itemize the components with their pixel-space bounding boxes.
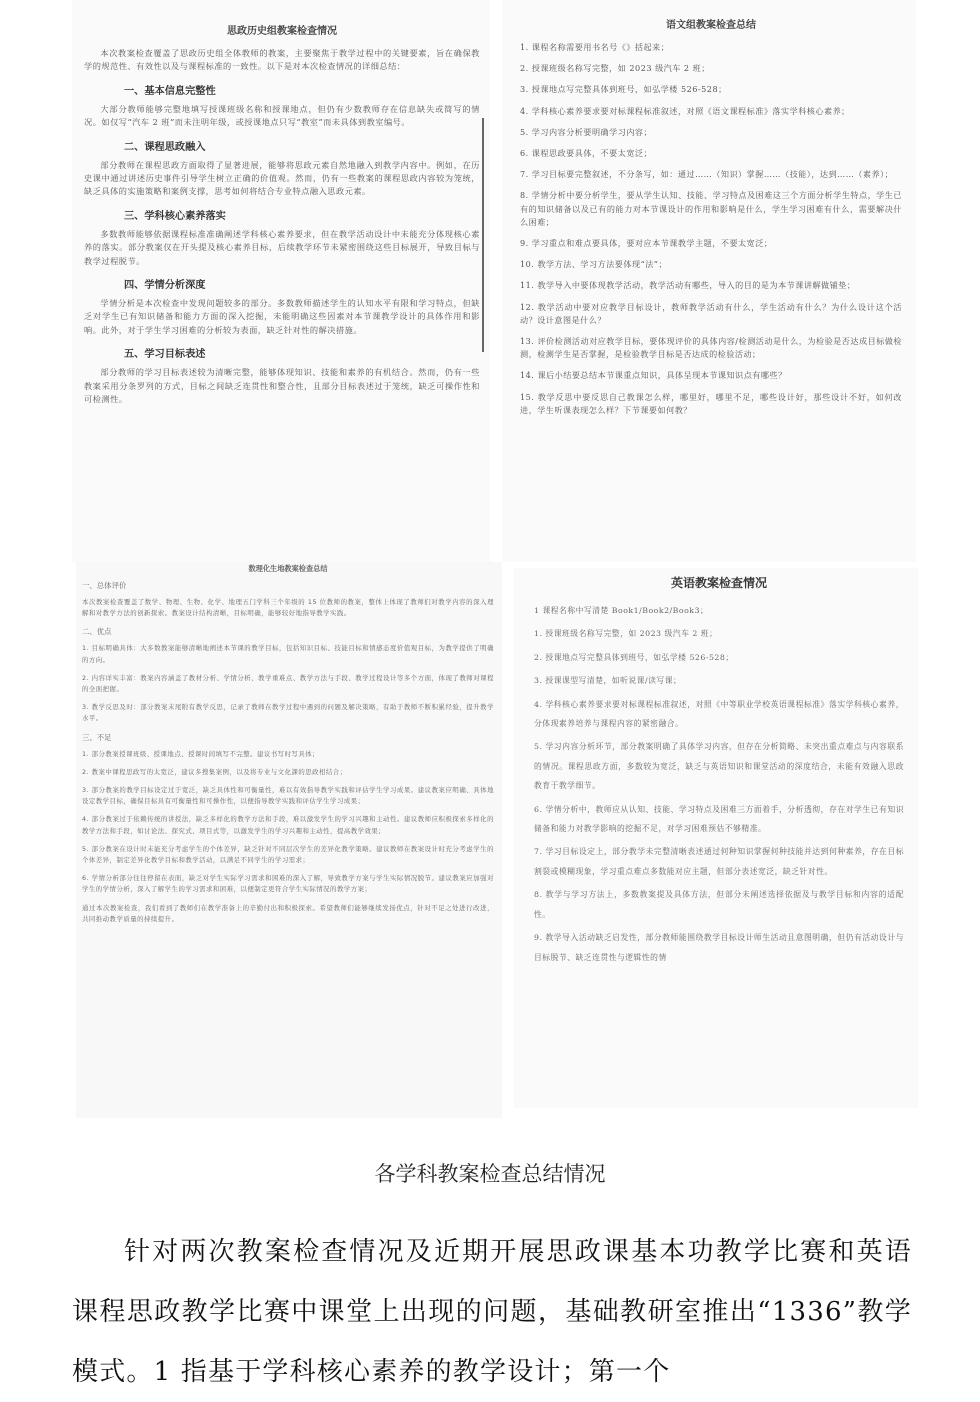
sz-section-text: 部分教师的学习目标表述较为清晰完整，能够体现知识、技能和素养的有机结合。然而，仍有一些教案采用分条罗列的方式，目标之间缺乏连贯性和整合性，且部分目标表述过于笼统，缺乏可操作性和可检测性。 xyxy=(84,367,480,405)
sl-pros-heading: 二、优点 xyxy=(82,627,112,637)
figure-caption: 各学科教案检查总结情况 xyxy=(374,1162,606,1186)
yw-item: 10. 教学方法、学习方法要体现“法”； xyxy=(520,259,668,270)
sz-section-text: 学情分析是本次检查中发现问题较多的部分。多数教师描述学生的认知水平有限和学习特点，但缺乏对学生已有知识储备和能力方面的深入挖掘，未能明确这些因素对本节课教学设计的具体作用和影响。此外，对于学生学习困难的分析较为表面，缺乏针对性的解决措施。 xyxy=(84,298,480,335)
sz-section-text: 大部分教师能够完整地填写授课班级名称和授课地点，但仍有少数教师存在信息缺失或简写的情况。如仅写“汽车 2 班”而未注明年级，或授课地点只写“教室”而未具体到教室编号。 xyxy=(84,103,480,128)
yw-item: 1. 课程名称需要用书名号《》括起来； xyxy=(520,42,670,52)
sl-overall-heading: 一、总体评价 xyxy=(82,581,127,590)
sz-section-heading: 五、学习目标表述 xyxy=(124,348,206,361)
sl-cons-item: 1. 部分教案授课班级、授课地点、授课时间填写不完整。建议书写时写具体； xyxy=(82,749,320,758)
sl-doc-image xyxy=(76,562,502,1118)
vertical-divider xyxy=(482,118,484,352)
sz-section xyxy=(84,207,480,268)
sz-section xyxy=(84,82,480,130)
sl-pros-item: 2. 内容详实丰富：教案内容涵盖了教材分析、学情分析、教学重难点、教学方法与手段、教学过程设计等多个方面，体现了教师对课程的全面把握。 xyxy=(82,673,494,694)
en-item: 7. 学习目标设定上，部分教学未完整清晰表述通过何种知识掌握何种技能并达到何种素养，存在目标割裂或模糊现象，学习重点难点多数能对应主题，但部分表述宽泛，缺乏针对性。 xyxy=(534,847,904,876)
yw-doc-title: 语文组教案检查总结 xyxy=(666,20,756,31)
yw-item: 15. 教学反思中要反思自己教课怎么样，哪里好，哪里不足，哪些设计好，那些设计不好，如何改进，学生听课表现怎么样？下节课要如何教？ xyxy=(520,391,902,415)
en-item: 1. 授课班级名称写完整，如 2023 级汽车 2 班； xyxy=(534,629,718,639)
body-paragraph: 针对两次教案检查情况及近期开展思政课基本功教学比赛和英语课程思政教学比赛中课堂上出现的问题，基础教研室推出“1336”教学模式。1 指基于学科核心素养的教学设计；第一个 xyxy=(72,1237,912,1387)
sz-doc-intro: 本次教案检查覆盖了思政历史组全体教师的教案，主要聚焦于教学过程中的关键要素，旨在确保教学的规范性、有效性以及与课程标准的一致性。以下是对本次检查情况的详细总结： xyxy=(84,48,480,72)
sz-doc-title: 思政历史组教案检查情况 xyxy=(227,26,337,37)
sz-section-heading: 二、课程思政融入 xyxy=(124,140,206,153)
sl-overall-text: 本次教案检查覆盖了数学、物理、生物、化学、地理五门学科三个年级的 15 位教师的教案，整体上体现了教师们对教学内容的深入理解和对教学方法的创新探索。教案设计结构清晰，目标明确，能够较好地指导教学实践。 xyxy=(82,598,494,618)
sl-pros-item: 1. 目标明确具体：大多数教案能够清晰地阐述本节课的教学目标，包括知识目标、技能目标和情感态度价值观目标，为教学提供了明确的方向。 xyxy=(82,644,494,664)
en-item: 5. 学习内容分析环节，部分教案明确了具体学习内容，但存在分析简略、未突出重点难点与内容联系的情况。课程思政方面，多数较为宽泛，缺乏与英语知识和课堂活动的深度结合，未能有效融入思政教育于教学细节。 xyxy=(534,742,904,791)
yw-item: 13. 评价检测活动对应教学目标，要体现评价的具体内容/检测活动是什么，为检验是否达成目标做检测，检测学生是否掌握，是检验教学目标是否达成的检验活动； xyxy=(520,336,902,360)
en-item: 4. 学科核心素养要求要对标课程标准叙述，对照《中等职业学校英语课程标准》落实学科核心素养，分体现素养培养与课程内容的紧密融合。 xyxy=(534,699,904,729)
sz-section-heading: 四、学情分析深度 xyxy=(124,279,206,292)
sz-section xyxy=(84,345,480,406)
sz-section xyxy=(84,276,480,337)
sl-cons-item: 3. 部分教案的教学目标设定过于宽泛，缺乏具体性和可衡量性，难以有效指导教学实践和评估学生学习成果。建议教案应明确、具体地设定教学目标，确保目标具有可衡量性和可操作性，以便指导教学实践和评估学生学习成果； xyxy=(82,786,494,806)
en-doc-title: 英语教案检查情况 xyxy=(670,576,767,590)
yw-item: 4. 学科核心素养要求要对标课程标准叙述，对照《语文课程标准》落实学科核心素养； xyxy=(520,105,850,116)
sz-section-text: 多数教师能够依据课程标准准确阐述学科核心素养要求，但在教学活动设计中未能充分体现核心素养的落实。部分教案仅在开头提及核心素养目标，后续教学环节未紧密围绕这些目标展开，导致目标与教学过程脱节。 xyxy=(84,228,480,266)
sl-pros-item: 3. 教学反思及时：部分教案末尾附有教学反思，记录了教师在教学过程中遇到的问题及解决策略，有助于教师不断积累经验，提升教学水平。 xyxy=(82,703,494,723)
yw-item: 9. 学习重点和难点要具体，要对应本节课教学主题，不要太宽泛； xyxy=(520,238,773,249)
en-item: 1 课程名称中写清楚 Book1/Book2/Book3； xyxy=(534,606,709,615)
sl-cons-item: 2. 教案中课程思政写的太宽泛，建议多搜集案例，以及将专业与文化課的思政相结合； xyxy=(82,767,347,776)
sl-doc-title: 数理化生地教案检查总结 xyxy=(248,564,328,573)
yw-item: 12. 教学活动中要对应教学目标设计，教师教学活动有什么，学生活动有什么？为什么设计这个活动？设计意图是什么？ xyxy=(520,301,902,325)
en-item: 9. 教学导入活动缺乏启发性，部分教师能围绕教学目标设计师生活动且意图明确，但仍有活动设计与目标脱节、缺乏连贯性与逻辑性的情 xyxy=(534,933,904,962)
sl-cons-item: 6. 学情分析部分往往停留在表面，缺乏对学生实际学习需求和困难的深入了解，导致教学方案与学生实际情况脱节。建议教案应加强对学生的学情分析，深入了解学生的学习需求和困难，以便制定更符合学生实际情况的教学方案； xyxy=(82,874,494,894)
sz-section-heading: 三、学科核心素养落实 xyxy=(124,209,226,222)
en-doc-image xyxy=(514,568,918,1108)
yw-item: 7. 学习目标要完整叙述，不分条写，如：通过……（知识）掌握……（技能），达到……（素养）； xyxy=(520,169,894,180)
en-item: 8. 教学与学习方法上，多数教案提及具体方法，但部分未阐述选择依据及与教学目标和内容的适配性。 xyxy=(534,890,904,919)
sz-doc-image xyxy=(72,0,490,562)
en-item: 2. 授课地点写完整具体到班号，如弘学楼 526-528； xyxy=(534,652,734,662)
yw-item: 6. 课程思政要具体，不要太宽泛； xyxy=(520,148,653,159)
sz-section-heading: 一、基本信息完整性 xyxy=(124,84,216,97)
yw-item: 14. 课后小结要总结本节课重点知识，具体呈现本节课知识点有哪些？ xyxy=(520,370,787,381)
yw-item: 8. 学情分析中要分析学生，要从学生认知、技能、学习特点及困难这三个方面分析学生特点，学生已有的知识储备以及已有的能力对本节课设计的作用和影响是什么，学生学习困难有什么，需要解决什么困难； xyxy=(520,190,902,227)
en-item: 3. 授课课型写清楚，如听说课/读写课； xyxy=(534,676,682,686)
sz-section-text: 部分教师在课程思政方面取得了显著进展，能够将思政元素自然地融入到教学内容中。例如，在历史课中通过讲述历史事件引导学生树立正确的价值观。然而，仍有一些教案的课程思政内容较为笼统，缺乏具体的实施策略和案例支撑，思考如何将结合专业特点融入思政元素。 xyxy=(84,159,480,197)
yw-item: 3. 授课地点写完整具体到班号，如弘学楼 526-528； xyxy=(520,84,727,95)
sl-cons-heading: 三、不足 xyxy=(82,732,112,742)
yw-item: 5. 学习内容分析要明确学习内容； xyxy=(520,126,653,137)
sl-cons-item: 5. 部分教案在设计时未能充分考虑学生的个体差异，缺乏针对不同层次学生的差异化教学策略。建议教师在教案设计时充分考虑学生的个体差异，制定差异化教学目标和教学活动，以满足不同学生的学习需求； xyxy=(82,844,494,865)
sl-cons-item: 4. 部分教案过于依赖传统的讲授法，缺乏多样化的教学方法和手段，难以激发学生的学习兴趣和主动性。建议教师应积极探索多样化的教学方法和手段，如讨论法、探究式、项目式等，以激发学生的学习兴趣和主动性，提高教学效果； xyxy=(82,815,494,835)
sz-section xyxy=(84,138,480,199)
en-item: 6. 学情分析中，教师应从认知、技能、学习特点及困难三方面着手，分析透彻，存在对学生已有知识储备和能力对教学影响的挖掘不足，对学习困难预估不够精准。 xyxy=(534,804,904,834)
yw-item: 11. 教学导入中要体现教学活动，教学活动有哪些，导入的目的是为本节课讲解做铺垫； xyxy=(520,280,856,291)
sl-closing: 通过本次教案检查，我们看到了教师们在教学准备上的辛勤付出和积极探索。希望教师们能够继续发扬优点，针对不足之处进行改进，共同推动教学质量的持续提升。 xyxy=(82,903,494,923)
yw-doc-image xyxy=(502,0,916,562)
yw-item: 2. 授课班级名称写完整，如 2023 级汽车 2 班； xyxy=(520,63,710,74)
